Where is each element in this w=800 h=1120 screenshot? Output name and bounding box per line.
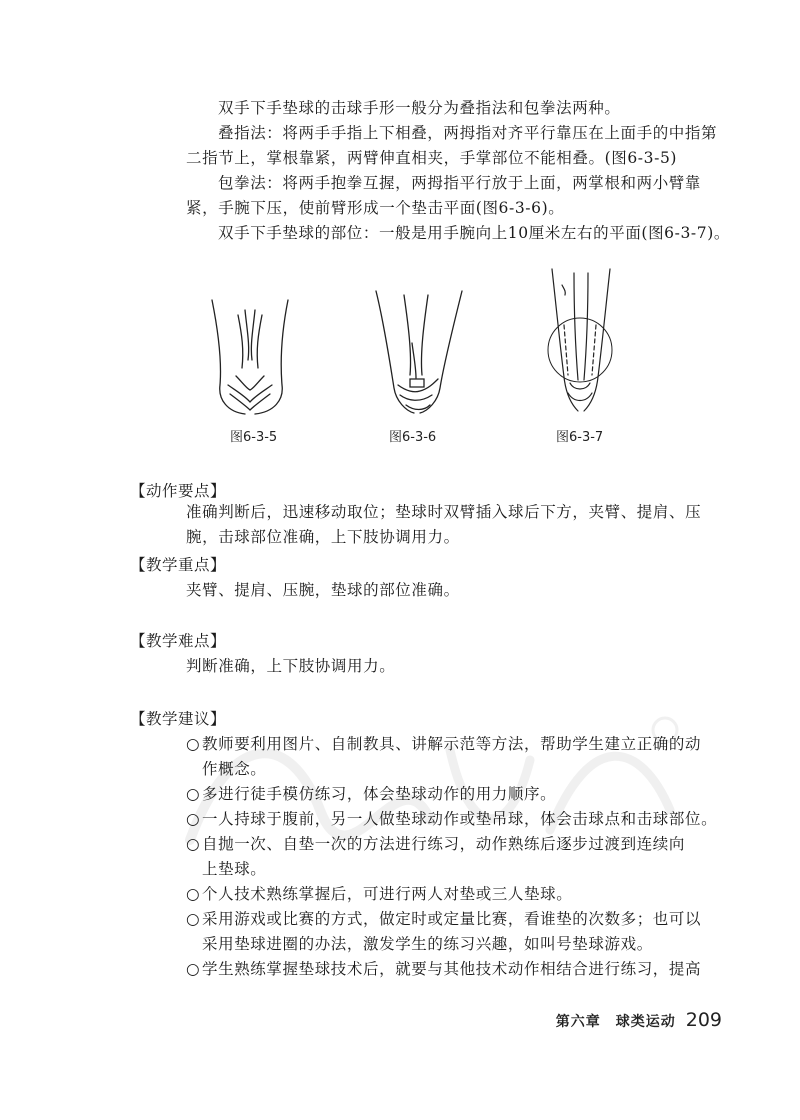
intro-paragraph-4: 双手下手垫球的部位：一般是用手腕向上10厘米左右的平面(图6-3-7)。 — [218, 224, 730, 242]
teaching-suggestions-heading: 【教学建议】 — [130, 710, 227, 728]
figure-6-3-6-caption: 图6-3-6 — [389, 430, 437, 445]
key-points-heading: 【动作要点】 — [130, 482, 227, 500]
suggestion-item-1 — [186, 732, 730, 782]
intro-paragraph-3: 包拳法：将两手抱拳互握，两拇指平行放于上面，两掌根和两小臂靠紧，手腕下压，使前臂形成一个垫击平面(图6-3-6)。 — [186, 174, 702, 217]
overlapping-fingers-hands-icon — [200, 290, 300, 420]
suggestion-item-2 — [186, 782, 730, 807]
figure-6-3-6 — [366, 283, 466, 423]
suggestion-item-6-first: 采用游戏或比赛的方式，做定时或定量比赛，看谁垫的次数多；也可以 — [202, 910, 702, 928]
page-number: 209 — [685, 1009, 722, 1031]
bullet-icon: ○ — [186, 885, 201, 903]
bullet-icon: ○ — [186, 960, 201, 978]
bullet-icon: ○ — [186, 785, 201, 803]
bullet-icon: ○ — [186, 735, 201, 753]
clasped-fist-hands-icon — [366, 283, 466, 423]
suggestion-item-3 — [186, 807, 730, 832]
bullet-icon: ○ — [186, 835, 201, 853]
suggestion-item-1-rest: 作概念。 — [202, 760, 267, 778]
suggestion-item-4-first: 自抛一次、自垫一次的方法进行练习，动作熟练后逐步过渡到连续向 — [202, 835, 686, 853]
teaching-difficulty-text: 判断准确，上下肢协调用力。 — [186, 657, 396, 675]
key-points-text: 准确判断后，迅速移动取位；垫球时双臂插入球后下方，夹臂、提肩、压腕，击球部位准确，上下肢协调用力。 — [186, 503, 702, 546]
suggestion-item-2-first: 多进行徒手模仿练习，体会垫球动作的用力顺序。 — [202, 785, 557, 803]
teaching-focus-heading: 【教学重点】 — [130, 556, 227, 574]
suggestion-item-5 — [186, 882, 730, 907]
teaching-difficulty-heading: 【教学难点】 — [130, 632, 227, 650]
suggestion-item-4 — [186, 832, 730, 882]
intro-paragraph-1: 双手下手垫球的击球手形一般分为叠指法和包拳法两种。 — [218, 99, 621, 117]
suggestion-item-6-rest: 采用垫球进圈的办法，激发学生的练习兴趣，如叫号垫球游戏。 — [202, 935, 653, 953]
suggestion-item-3-first: 一人持球于腹前，另一人做垫球动作或垫吊球，体会击球点和击球部位。 — [202, 810, 718, 828]
suggestion-item-7-first: 学生熟练掌握垫球技术后，就要与其他技术动作相结合进行练习，提高 — [202, 960, 702, 978]
bullet-icon: ○ — [186, 810, 201, 828]
suggestion-item-7 — [186, 957, 730, 982]
page-footer — [556, 1009, 722, 1031]
figure-6-3-5 — [200, 290, 300, 420]
suggestion-item-4-rest: 上垫球。 — [202, 860, 267, 878]
chapter-label: 第六章 球类运动 — [555, 1014, 676, 1030]
figure-6-3-5-caption: 图6-3-5 — [230, 430, 278, 445]
suggestion-item-1-first: 教师要利用图片、自制教具、讲解示范等方法，帮助学生建立正确的动 — [202, 735, 702, 753]
teaching-focus-text: 夹臂、提肩、压腕，垫球的部位准确。 — [186, 581, 460, 599]
intro-paragraph-2-text: 叠指法：将两手手指上下相叠，两拇指对齐平行靠压在上面手的中指第二指节上，掌根靠紧，两臂伸直相夹，手掌部位不能相叠。(图6-3-5) — [186, 124, 718, 167]
figure-6-3-7-caption: 图6-3-7 — [556, 430, 604, 445]
suggestion-item-5-first: 个人技术熟练掌握后，可进行两人对垫或三人垫球。 — [202, 885, 573, 903]
bullet-icon: ○ — [186, 910, 201, 928]
forearm-contact-area-icon — [540, 265, 620, 420]
suggestion-item-6 — [186, 907, 730, 957]
figure-6-3-7 — [540, 265, 620, 420]
intro-paragraph-2 — [186, 121, 730, 171]
